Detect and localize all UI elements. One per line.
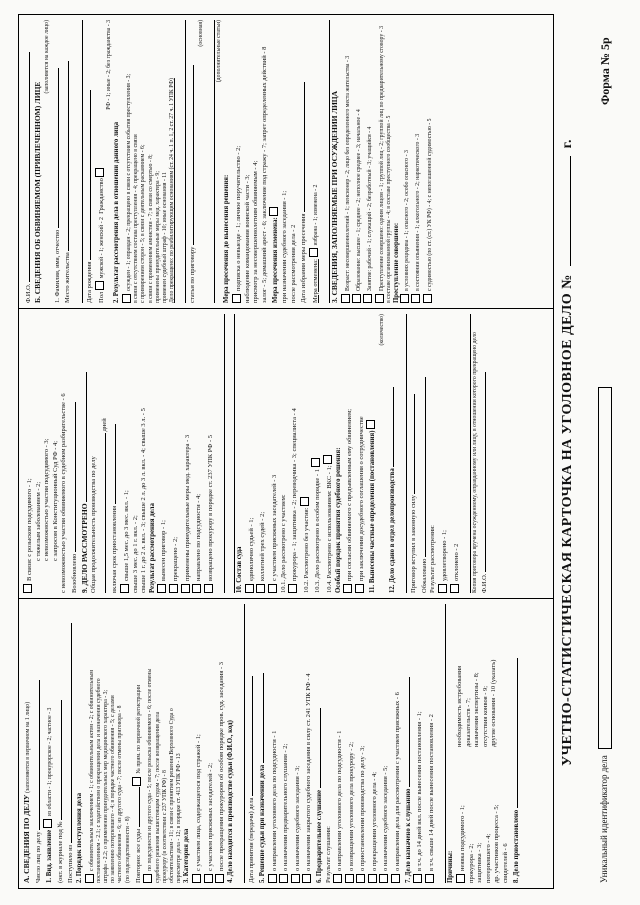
result-opt: вынесен приговор - 1;: [160, 520, 168, 581]
b1-label: 1. Фамилия, имя, отчество: [53, 229, 61, 303]
item1-opts: из области - 1; прокурорское - 2; частное - 3: [47, 707, 54, 817]
top-fio-label: Ф.И.О.: [25, 283, 32, 303]
section-v-title: 3. СВЕДЕНИЯ, ЗАПОЛНЯЕМЫЕ ПРИ ОСУЖДЕНИИ ЛИЦА: [330, 90, 340, 303]
reason-opt: прокурора - 2;: [467, 843, 475, 883]
copy-fio-field[interactable]: [479, 372, 486, 572]
repeat-field[interactable]: [133, 787, 140, 827]
trial-opt: с участием присяжных заседателей - 3: [271, 474, 279, 581]
item1-checkbox[interactable]: [43, 819, 52, 828]
item10-2-checkbox[interactable]: [300, 497, 309, 506]
result-extra-field[interactable]: [216, 314, 225, 593]
item5-checkbox-4[interactable]: [302, 874, 311, 883]
suspend-opt: с запросом в Конституционный Суд РФ - 4;: [51, 440, 59, 561]
item10-1-opts: прокурора - 1; защитника - 2; переводчика - 3; специалиста - 4: [291, 408, 299, 581]
item8-label: 8. Дело приостановлено: [512, 809, 520, 883]
item6-checkbox-3[interactable]: [356, 874, 365, 883]
measure-opt: подписка о невыезде - 1; личное поручительство - 2;: [234, 145, 242, 291]
resumed-field[interactable]: [69, 402, 76, 552]
sex-label: Пол: [97, 291, 105, 303]
measure2-opt: при назначении судебного заседания - 1;: [280, 190, 288, 303]
repeat-checkbox[interactable]: [132, 777, 141, 786]
postpone-reasons-title: Причины:: [447, 850, 455, 883]
item12-sub-field[interactable]: [408, 394, 415, 494]
result-extra-field[interactable]: [226, 314, 235, 593]
item5-opt: о направлении уголовного дела по подсудности - 1: [270, 730, 278, 871]
v-opt: в составе организованной группы - 4; в составе преступного сообщества - 5: [385, 115, 392, 303]
resumed-label: Возобновлено: [70, 553, 78, 593]
residence-extra-field[interactable]: [74, 20, 83, 303]
item2-options: [85, 604, 132, 883]
duration-field[interactable]: [99, 433, 106, 593]
item9-date-field[interactable]: [80, 372, 87, 502]
sent-from-label: Поступило из: [67, 844, 75, 883]
v-checkbox-1[interactable]: [341, 294, 350, 303]
item2-more-checkbox[interactable]: [143, 874, 152, 883]
with-time-label: включая срок приостановления: [111, 505, 119, 593]
form-title-text: УЧЕТНО-СТАТИСТИЧЕСКАЯ КАРТОЧКА НА УГОЛОВНОЕ ДЕЛО №: [560, 274, 575, 766]
item3-checkbox-2[interactable]: [204, 874, 213, 883]
item10-3-checkbox[interactable]: [311, 458, 320, 467]
release-label: Мера отменена:: [311, 259, 319, 303]
form-title: [560, 0, 576, 905]
case-identifier-label: Уникальный идентификатор дела: [599, 755, 610, 883]
reason-opt: необходимость истребования: [456, 665, 464, 747]
trial-opt: коллегией трех судей - 2;: [259, 511, 267, 581]
item11-checkbox[interactable]: [366, 420, 375, 429]
b2-opt: применены принудительные меры мед. характера - 9;: [154, 171, 161, 303]
item4-date-field[interactable]: [246, 676, 253, 796]
section-a-title: А. СВЕДЕНИЯ ПО ДЕЛУ: [22, 794, 31, 883]
case-identifier: [598, 387, 612, 883]
result-checkbox-5[interactable]: [204, 584, 213, 593]
item10-4-label: 10.4. Рассмотрено с использованием: ВКС - 1;: [326, 465, 334, 593]
v-opt: Возраст: несовершеннолетний - 1; пенсионер - 2; лицо без определенного места жительства - 3: [344, 55, 351, 291]
item5-opt: о назначении закрытого судебного заседания в силу ст. 241 УПК РФ - 4: [305, 673, 313, 871]
v-opt: Занятие: рабочий - 1; служащий - 2; безработный - 3; учащийся - 4: [367, 126, 374, 291]
item11-note: (количество): [379, 314, 385, 346]
item2-more-line: обстоятельствам - 11; в связи с принятием решения Верховного Суда о: [168, 708, 175, 883]
reason-opt: свидетелей - 6: [502, 843, 510, 883]
reason-checkbox[interactable]: [456, 874, 465, 883]
item12-label: 12. Дело сдано в отдел делопроизводства: [388, 468, 396, 593]
item2-line: с обвинительным заключением - 1; с обвинительным актом - 2; с обвинительным: [88, 670, 95, 871]
case-number-field[interactable]: [570, 156, 571, 266]
copy-label: Копия приговора вручена осужденному, оправданному или лицу, в отношении которого прекращено дело: [472, 332, 479, 593]
item2-more-line: пересмотре дела - 12; в порядке ст. 413 УПК РФ - 13: [176, 753, 183, 883]
item2-line: постановлением - 2.1; с ходатайством о прекращении дела и назначении судебного: [95, 678, 102, 883]
item3-checkbox-3[interactable]: [215, 874, 224, 883]
item2-more-line: по подсудности из другого суда - 5; после розыска обвиняемого - 6; после отмены: [147, 668, 154, 871]
detention-date-field[interactable]: [298, 82, 305, 212]
with-time-field[interactable]: [109, 424, 116, 504]
special-checkbox-1[interactable]: [343, 584, 352, 593]
term-opt: свыше 1 г. до 2 л. вкл. - 3; свыше 2 л. до 3 л. вкл. - 4; свыше 3 л. - 5: [140, 408, 148, 593]
review-extra-field[interactable]: [462, 314, 471, 593]
item10-3-label: 10.3. Дело рассмотрено в особом порядке - 1: [314, 469, 322, 593]
item11-label: 11. Вынесены частные определения (постановления): [369, 430, 377, 593]
v-checkbox-4[interactable]: [375, 294, 384, 303]
item7-opt: в т.ч. до 14 дней вкл. после вынесения постановления - 1;: [416, 711, 424, 871]
result-checkbox-4[interactable]: [192, 584, 201, 593]
item5-opt: о назначении судебного заседания - 3;: [293, 765, 301, 871]
case-identifier-field[interactable]: [598, 387, 612, 749]
item7-checkbox-1[interactable]: [413, 874, 422, 883]
item12-sub: Приговор вступил в законную силу: [410, 495, 418, 593]
section-b-note: (заполняется на каждое лицо): [44, 20, 51, 94]
v-opt: Преступление совершено: одним лицом - 1; группой лиц - 2; группой лиц по предварительному сговору - 3: [378, 26, 385, 291]
item7-extra-field[interactable]: [437, 604, 446, 883]
item2-checkbox[interactable]: [85, 874, 94, 883]
item5-checkbox-1[interactable]: [268, 874, 277, 883]
repeat-label: Повторно: все суды: [134, 828, 142, 883]
item6-checkbox-2[interactable]: [345, 874, 354, 883]
item3-opt: после прекращения прокурором об особом порядке пров. суд. заседания - 3: [218, 661, 226, 871]
item7-checkbox-2[interactable]: [425, 874, 434, 883]
registered-label: (окт. в журнале под №: [56, 821, 64, 883]
item5-opt: о назначении предварительного слушания - 2;: [282, 743, 290, 871]
trial-form-label: 10. Состав суда: [236, 546, 244, 593]
section-b-title: Б. СВЕДЕНИЯ ОБ ОБВИНЯЕМОМ (ПРИВЛЕЧЕННОМ) ЛИЦЕ: [32, 81, 42, 303]
b2-opt: осужден - 1; оправдан - 2; прекращено в связи с отсутствием события преступления - 3;: [125, 73, 132, 291]
result-opt: применены принудительные меры мед. характера - 3: [183, 434, 191, 581]
special-label: Особый порядок принятия судебного решения:: [334, 447, 342, 593]
item7-date-field[interactable]: [403, 677, 410, 787]
birth-date-label: Дата рождения: [85, 261, 93, 303]
v-opt: в условиях рецидива - 1; опасного - 2; особо опасного - 3: [404, 150, 411, 291]
item10-1-checkbox[interactable]: [288, 584, 297, 593]
result-opt: прекращено - 2;: [171, 537, 179, 581]
item6-label: 6. Предварительное слушание: [315, 789, 323, 883]
v-opt: в состоянии опьянения - 1; алкогольного - 2; наркотического - 3: [415, 133, 422, 291]
trial-checkbox-2[interactable]: [256, 584, 265, 593]
release-opts: избрана - 1; изменена - 2: [312, 184, 319, 246]
result-checkbox-1[interactable]: [157, 584, 166, 593]
appeal-label: Обжаловано: [420, 558, 428, 593]
received-field[interactable]: [33, 680, 40, 830]
special-opt: при согласии обвиняемого с предъявленным ему обвинением;: [346, 408, 354, 581]
measure2-label: Мера пресечения изменена:: [272, 217, 280, 303]
case-result-column: [19, 308, 553, 598]
v-checkbox-5[interactable]: [400, 294, 409, 303]
item6-opt: о направлении уголовного дела по подсудности - 1: [336, 730, 344, 871]
copy-fio-label: Ф.И.О.: [481, 573, 489, 593]
item3-opt: с участием лица, содержащегося под стражей - 1;: [194, 734, 202, 871]
measure2-checkbox[interactable]: [269, 207, 278, 216]
b2-extra-field[interactable]: [177, 20, 186, 303]
additional-field[interactable]: [206, 20, 215, 303]
measure-checkbox[interactable]: [232, 294, 241, 303]
item2-more-line: прокурору (в соответствии с 237 УПК РФ) - 8: [161, 770, 168, 883]
section-v-options: [341, 20, 434, 303]
reason-opt: отсутствия конвоя - 9;: [481, 685, 489, 747]
residence-field[interactable]: [62, 61, 69, 251]
suspend-opt: с невозможностью участия подсудимого - 3;: [43, 438, 51, 561]
top-fio-field[interactable]: [23, 52, 30, 282]
duration-label: Общая продолжительность производства по делу: [90, 456, 98, 593]
special-checkbox-2[interactable]: [355, 584, 364, 593]
release-extra-field[interactable]: [321, 20, 330, 303]
b1-field[interactable]: [52, 68, 59, 228]
item6-opt: о возвращении уголовного дела прокурору - 2;: [347, 741, 355, 871]
result-checkbox-2[interactable]: [169, 584, 178, 593]
b2-law: Дело прекращено: по реабилитирующим основаниям (ст. 24 ч. 1 п. 1, 2 ст. 27 ч. 1 УПК РФ): [169, 78, 176, 303]
v-checkbox-2[interactable]: [352, 294, 361, 303]
item6-checkbox-4[interactable]: [368, 874, 377, 883]
item3-checkbox-1[interactable]: [192, 874, 201, 883]
trial-checkbox-3[interactable]: [268, 584, 277, 593]
term-checkbox[interactable]: [120, 584, 129, 593]
result-opt: направлено по подсудности - 4;: [195, 493, 203, 581]
item6-opt: о прекращении уголовного дела - 4;: [370, 771, 378, 871]
measure2-opt: после рассмотрения дела - 2: [289, 224, 297, 303]
reason-opt: доказательств - 7;: [464, 698, 472, 747]
suspend-opt: с невозможностью участия обвиняемого в судебном разбирательстве - 6: [60, 393, 68, 593]
form-frame: [18, 14, 554, 889]
item6-checkbox-6[interactable]: [391, 874, 400, 883]
section-b-column: [19, 15, 553, 308]
repeat-note: № прим. по первичной регистрации: [135, 684, 142, 774]
review-opt: отклонено - 2: [452, 543, 460, 581]
duration-unit: дней: [100, 418, 108, 432]
measure-opt: присмотр за несовершеннолетним обвиняемым - 4;: [252, 160, 260, 303]
appeal-field[interactable]: [419, 377, 426, 557]
reason-opt: другие основания - 10 (указать): [490, 659, 498, 747]
received-label: Число лиц по делу: [34, 831, 42, 883]
birth-date-field[interactable]: [84, 90, 91, 260]
citizenship-checkbox[interactable]: [95, 168, 104, 177]
term-opt: свыше 1,5 мес. до 3 мес. вкл. - 1;: [122, 490, 130, 581]
item4-label: 4. Дело находится в производстве судьи (Ф.И.О., код): [226, 720, 234, 883]
b2-opt: в связи с применением амнистии - 7; в связи со смертью - 8;: [147, 154, 154, 303]
result-label: Результат рассмотрения дела: [148, 503, 156, 593]
item1-label: 1. Вид. заявление: [46, 829, 54, 883]
item2-label: 2. Порядок поступления дела: [75, 793, 83, 883]
sex-opts: мужской - 1; женский - 2: [98, 217, 105, 279]
item5-label: 5. Решение судьи при назначении дела: [258, 764, 266, 883]
item12-extra-field[interactable]: [398, 314, 407, 593]
item2-line: частного обвинения - 6; из другого суда - 7; после отмены приговора - 8: [117, 705, 124, 883]
item8-date-field[interactable]: [511, 658, 518, 808]
trial-opt: единолично судьей - 1;: [247, 517, 255, 581]
reason-opt: др. участников процесса - 5;: [493, 804, 501, 883]
b2-opt: в связи с отсутствием состава преступления - 4; прекращено в связи: [133, 134, 140, 303]
sentence-label: статьи по приговору: [189, 246, 197, 303]
review-checkbox-2[interactable]: [450, 584, 459, 593]
item2-line: штрафа - 2.2; о применении принудительных мер медицинского характера - 3;: [102, 689, 109, 883]
b2-options: [122, 20, 176, 303]
review-opt: удовлетворено - 1;: [440, 530, 448, 581]
v-opt: Образование: высшее - 1; среднее - 2; неполное среднее - 3; начальное - 4: [356, 109, 363, 291]
b2-opt: с примирением сторон - 5; в связи с деятельным раскаянием - 6;: [140, 144, 147, 303]
item6-sub: Результат слушания:: [324, 826, 332, 883]
reason-opt: назначения экспертизы - 8;: [473, 672, 481, 747]
item4-sub: Дата принятия (передачи) дела: [248, 797, 256, 883]
item3-opt: с участием присяжных заседателей - 2;: [206, 762, 214, 871]
registered-field[interactable]: [55, 700, 62, 820]
item6-checkbox-5[interactable]: [379, 874, 388, 883]
suspend-opt: В связи: с розыском подсудимого - 1;: [26, 478, 33, 581]
sex-checkbox[interactable]: [95, 281, 104, 290]
citizenship-label: Гражданство: [97, 178, 105, 214]
item6-checkbox-1[interactable]: [333, 874, 342, 883]
review-checkbox-1[interactable]: [438, 584, 447, 593]
item5-checkbox-2[interactable]: [279, 874, 288, 883]
term-opt: свыше 3 мес. до 1 г. вкл. - 2;: [131, 515, 139, 593]
result-review-label: Результат рассмотрения:: [429, 525, 437, 593]
item10-1-label: 10.1. Дело рассмотрено с участием:: [279, 494, 287, 593]
item2-line: (по подследственности - 8): [124, 816, 131, 883]
v-opt: Преступление совершено:: [392, 222, 400, 303]
trial-checkbox-1[interactable]: [245, 584, 254, 593]
item7-label: 7. Дело назначено к слушанию: [404, 788, 412, 883]
section-a-note: (заполняется в первичном на 1 лицо): [25, 701, 31, 793]
reason-opt: неявка подсудимого - 1;: [459, 805, 467, 871]
reason-opt: защитника - 3;: [476, 842, 484, 883]
item10-4-checkbox[interactable]: [323, 455, 332, 464]
item6-opt: о направлении дела для рассмотрения с участием присяжных - 6: [394, 692, 402, 871]
form-number: Форма № 5р: [598, 37, 612, 105]
reason-opt: потерпевшего - 4;: [484, 833, 492, 883]
measure-opt: залог - 5; домашний арест - 6; заключение под стражу - 7; запрет определенных действий - 8: [260, 46, 268, 303]
b2-opt: применен судебный штраф - 10; иные основания - 11: [161, 172, 168, 303]
b2-label: 2. Результат рассмотрения дела в отношении данного лица: [113, 121, 121, 303]
postpone-reasons-left: [447, 753, 510, 883]
sent-from-field[interactable]: [65, 623, 72, 843]
release-checkbox[interactable]: [309, 249, 318, 258]
form-title-year: г.: [560, 139, 575, 149]
section-a-column: [19, 598, 553, 888]
v-checkbox-7[interactable]: [423, 294, 432, 303]
residence-label: Место жительства: [64, 252, 72, 303]
item7-opt: в т.ч. свыше 14 дней после вынесения постановления - 2: [427, 714, 435, 871]
measure-opt: наблюдение командования воинской части - 3;: [243, 174, 251, 303]
citizenship-opts: РФ - 1; иные - 2; без гражданства - 3: [106, 20, 113, 110]
item5-checkbox-3[interactable]: [291, 874, 300, 883]
item4-field[interactable]: [236, 604, 245, 883]
item6-opt: о назначении судебного заседания - 5;: [382, 765, 390, 871]
item6-date-field[interactable]: [314, 708, 321, 788]
suspend-checkbox[interactable]: [23, 584, 32, 593]
item12-date-field[interactable]: [387, 387, 394, 467]
postpone-reasons-right: [447, 604, 510, 747]
sentence-field[interactable]: [187, 65, 194, 245]
v-opt: с судимостью (по ст. (ст.) УК РФ) - 4; с непогашенной судимостью - 5: [426, 118, 433, 291]
result-opt: возвращено прокурору в порядке ст. 237 УПК РФ - 5: [206, 434, 214, 581]
item2-line: по заявлению потерпевшего - 4; в порядке частного обвинения - 5; с делами: [110, 695, 117, 883]
item2-more: [143, 604, 183, 883]
item10-2-label: 10.2. Рассмотрено без участия:: [302, 507, 310, 593]
b2-checkbox[interactable]: [122, 294, 131, 303]
item2-more-line: судебного решения вышестоящим судом - 7; после возвращения дела: [154, 711, 161, 883]
measure-label: Мера пресечения до вынесения решения:: [223, 174, 231, 303]
result-checkbox-3[interactable]: [181, 584, 190, 593]
v-checkbox-3[interactable]: [363, 294, 372, 303]
item5-date-field[interactable]: [257, 673, 264, 763]
v-checkbox-6[interactable]: [411, 294, 420, 303]
item3-label: 3. Категория дела: [183, 828, 191, 883]
suspend-opt: с тяжелым заболеванием - 2;: [34, 481, 42, 561]
postpone-reasons: [447, 604, 510, 883]
special-opt: при заключении досудебного соглашения о сотрудничестве: [357, 416, 365, 581]
detention-date-label: Дата избрания меры пресечения: [300, 213, 308, 303]
item6-opt: о приостановлении производства по делу - 3;: [359, 745, 367, 871]
sentence-note: (основная): [197, 20, 204, 47]
item9-title: 9. ДЕЛО РАССМОТРЕНО: [79, 503, 89, 593]
additional-note: (дополнительные статьи): [216, 20, 223, 83]
